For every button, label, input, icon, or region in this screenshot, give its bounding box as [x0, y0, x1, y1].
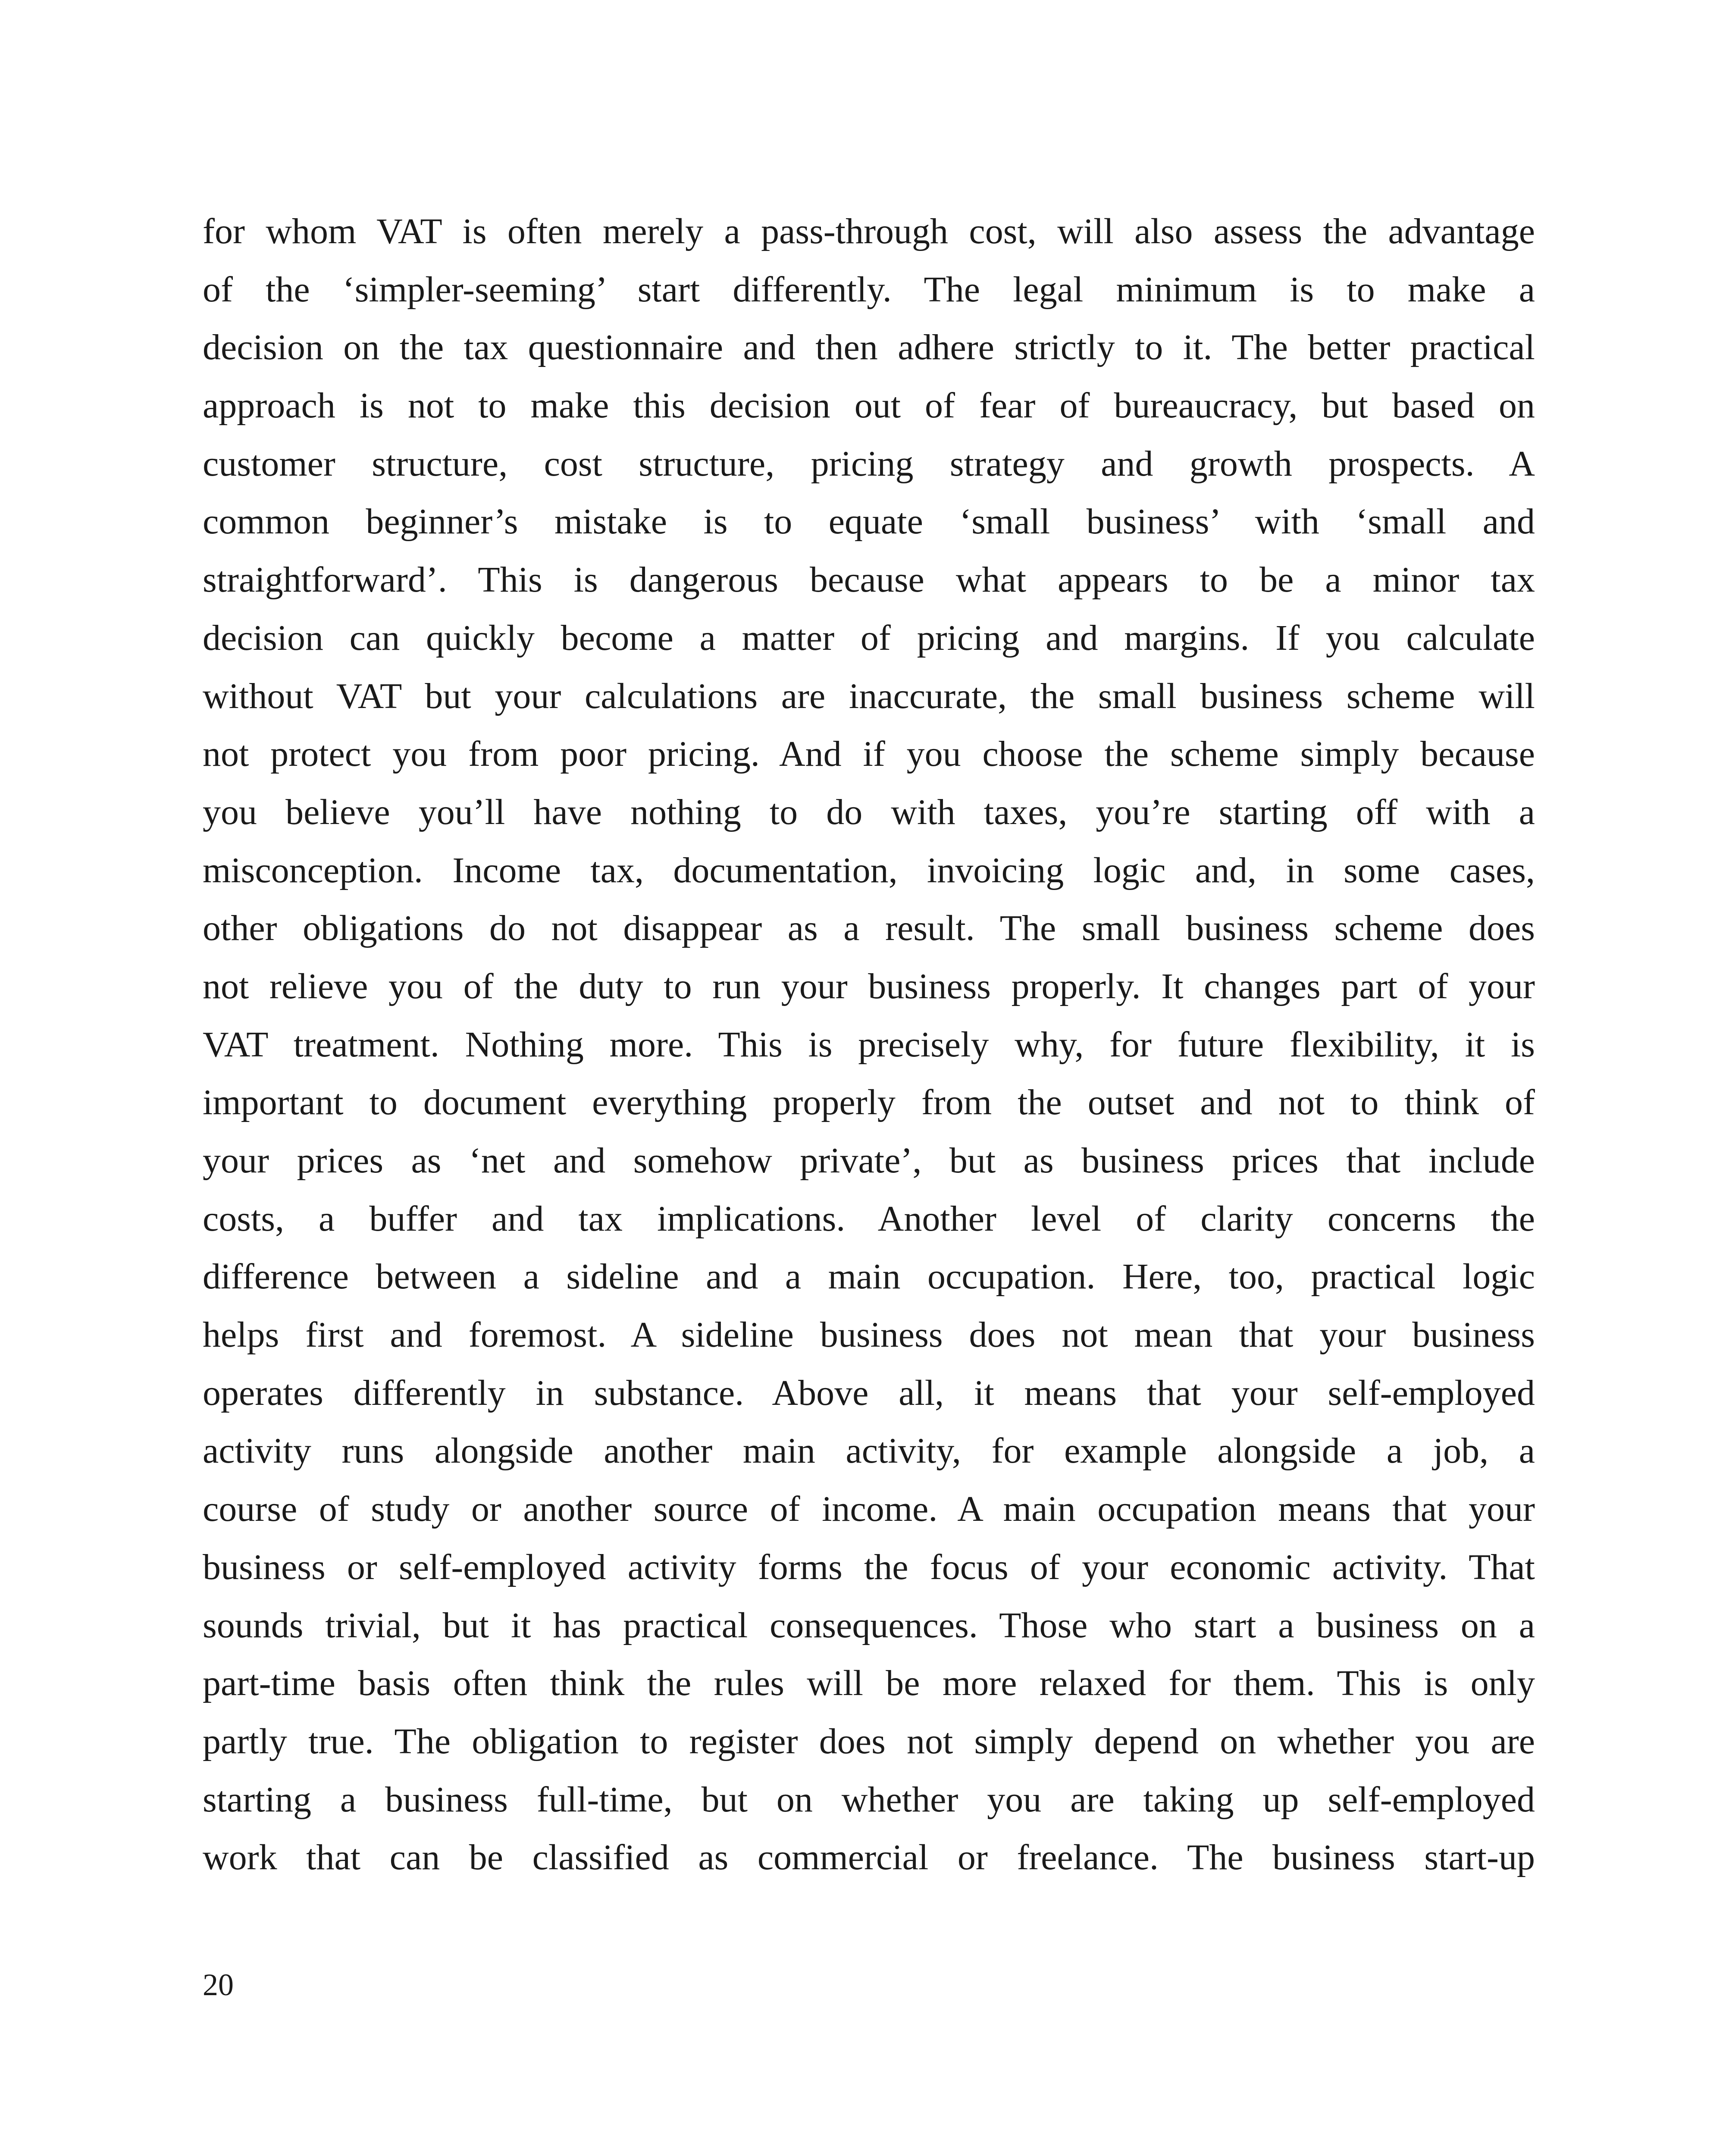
- text-line: course of study or another source of income. A main occupation means that your: [203, 1489, 1535, 1529]
- text-line: work that can be classified as commercial or freelance. The business start-up: [203, 1837, 1535, 1878]
- text-line: straightforward’. This is dangerous because what appears to be a minor tax: [203, 560, 1535, 600]
- body-paragraph: [203, 203, 1535, 1887]
- text-line: difference between a sideline and a main occupation. Here, too, practical logic: [203, 1257, 1535, 1297]
- text-line: for whom VAT is often merely a pass-through cost, will also assess the advantage: [203, 211, 1535, 251]
- text-line: decision on the tax questionnaire and then adhere strictly to it. The better practical: [203, 327, 1535, 368]
- text-line: helps first and foremost. A sideline business does not mean that your business: [203, 1315, 1535, 1355]
- text-line: of the ‘simpler-seeming’ start differently. The legal minimum is to make a: [203, 269, 1535, 310]
- text-line: misconception. Income tax, documentation, invoicing logic and, in some cases,: [203, 850, 1535, 890]
- page-number: 20: [203, 1968, 234, 2002]
- text-line: approach is not to make this decision out of fear of bureaucracy, but based on: [203, 385, 1535, 426]
- text-line: you believe you’ll have nothing to do with taxes, you’re starting off with a: [203, 792, 1535, 832]
- text-line: common beginner’s mistake is to equate ‘small business’ with ‘small and: [203, 501, 1535, 542]
- text-line: other obligations do not disappear as a result. The small business scheme does: [203, 908, 1535, 949]
- text-line: customer structure, cost structure, pricing strategy and growth prospects. A: [203, 443, 1535, 484]
- text-line: without VAT but your calculations are inaccurate, the small business scheme will: [203, 676, 1535, 716]
- text-line: not protect you from poor pricing. And if you choose the scheme simply because: [203, 734, 1535, 774]
- text-line: VAT treatment. Nothing more. This is precisely why, for future flexibility, it is: [203, 1024, 1535, 1065]
- text-line: important to document everything properly from the outset and not to think of: [203, 1082, 1535, 1123]
- text-line: business or self-employed activity forms the focus of your economic activity. That: [203, 1547, 1535, 1587]
- text-line: operates differently in substance. Above all, it means that your self-employed: [203, 1373, 1535, 1413]
- text-line: costs, a buffer and tax implications. Another level of clarity concerns the: [203, 1198, 1535, 1239]
- text-line: activity runs alongside another main activity, for example alongside a job, a: [203, 1431, 1535, 1471]
- text-line: decision can quickly become a matter of pricing and margins. If you calculate: [203, 617, 1535, 658]
- text-line: part-time basis often think the rules will be more relaxed for them. This is only: [203, 1663, 1535, 1704]
- text-line: not relieve you of the duty to run your business properly. It changes part of your: [203, 966, 1535, 1006]
- text-line: your prices as ‘net and somehow private’, but as business prices that include: [203, 1141, 1535, 1181]
- text-line: sounds trivial, but it has practical consequences. Those who start a business on a: [203, 1605, 1535, 1645]
- text-line: partly true. The obligation to register does not simply depend on whether you are: [203, 1721, 1535, 1761]
- text-line: starting a business full-time, but on whether you are taking up self-employed: [203, 1779, 1535, 1820]
